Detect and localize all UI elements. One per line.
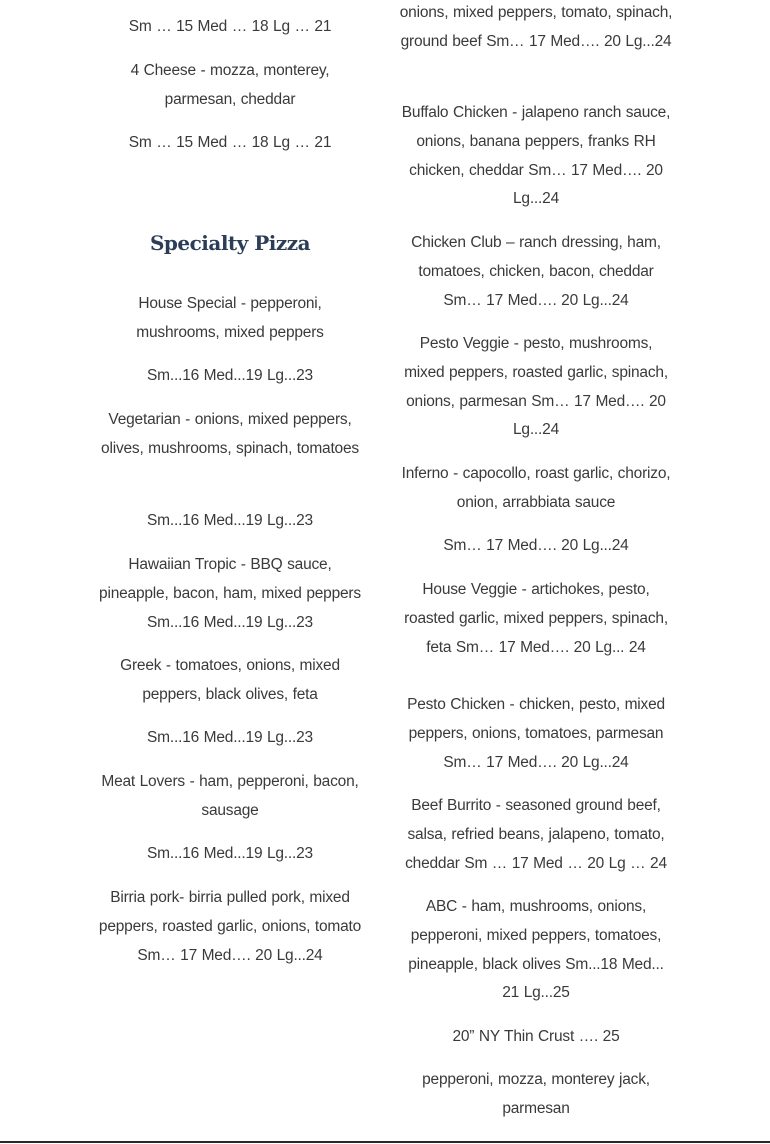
pesto-veggie-pizza: Pesto Veggie - pesto, mushrooms, mixed peppers, roasted garlic, spinach, onions, parmesan Sm… 17 Med…. 20 Lg...24 — [404, 335, 668, 439]
hawaiian-tropic-pizza: Hawaiian Tropic - BBQ sauce, pineapple, bacon, ham, mixed peppers Sm...16 Med...19 Lg...23 — [99, 556, 361, 631]
house-special-pizza: House Special - pepperoni, mushrooms, mixed peppers — [136, 295, 324, 341]
chicken-club-pizza: Chicken Club – ranch dressing, ham, tomatoes, chicken, bacon, cheddar Sm… 17 Med…. 20 Lg...24 — [411, 234, 661, 309]
house-special-price: Sm...16 Med...19 Lg...23 — [147, 367, 313, 384]
specialty-pizza-heading: Specialty Pizza — [149, 231, 311, 255]
beef-burrito-pizza: Beef Burrito - seasoned ground beef, salsa, refried beans, jalapeno, tomato, cheddar Sm … 17 Med … 20 Lg … 24 — [405, 797, 667, 872]
four-cheese-pizza: 4 Cheese - mozza, monterey, parmesan, cheddar — [130, 62, 330, 108]
bottom-divider — [0, 1141, 770, 1143]
four-cheese-price: Sm … 15 Med … 18 Lg … 21 — [128, 134, 332, 151]
pesto-chicken-pizza: Pesto Chicken - chicken, pesto, mixed peppers, onions, tomatoes, parmesan Sm… 17 Med…. 20 Lg...24 — [407, 696, 665, 771]
greek-pizza: Greek - tomatoes, onions, mixed peppers, black olives, feta — [120, 657, 340, 703]
ny-thin-crust-pizza: 20” NY Thin Crust …. 25 — [452, 1028, 620, 1045]
meat-lovers-pizza: Meat Lovers - ham, pepperoni, bacon, sausage — [101, 773, 359, 819]
ny-thin-crust-toppings: pepperoni, mozza, monterey jack, parmesan — [422, 1071, 650, 1117]
buffalo-chicken-pizza: Buffalo Chicken - jalapeno ranch sauce, onions, banana peppers, franks RH chicken, cheddar Sm… 17 Med…. 20 Lg...24 — [401, 104, 671, 208]
abc-pizza: ABC - ham, mushrooms, onions, pepperoni, mixed peppers, tomatoes, pineapple, black olives Sm...18 Med... 21 Lg...25 — [408, 898, 664, 1002]
meat-lovers-price: Sm...16 Med...19 Lg...23 — [147, 845, 313, 862]
vegetarian-pizza: Vegetarian - onions, mixed peppers, olives, mushrooms, spinach, tomatoes — [101, 411, 359, 457]
continued-pizza-item: onions, mixed peppers, tomato, spinach, ground beef Sm… 17 Med…. 20 Lg...24 — [399, 4, 673, 50]
greek-price: Sm...16 Med...19 Lg...23 — [147, 729, 313, 746]
top-price-line: Sm … 15 Med … 18 Lg … 21 — [128, 18, 332, 35]
house-veggie-pizza: House Veggie - artichokes, pesto, roasted garlic, mixed peppers, spinach, feta Sm… 17 Med…. 20 Lg... 24 — [404, 581, 668, 656]
inferno-pizza: Inferno - capocollo, roast garlic, chorizo, onion, arrabbiata sauce — [401, 465, 671, 511]
vegetarian-price: Sm...16 Med...19 Lg...23 — [147, 512, 313, 529]
inferno-price: Sm… 17 Med…. 20 Lg...24 — [443, 537, 629, 554]
birria-pork-pizza: Birria pork- birria pulled pork, mixed peppers, roasted garlic, onions, tomato Sm… 17 Med…. 20 Lg...24 — [98, 889, 362, 964]
